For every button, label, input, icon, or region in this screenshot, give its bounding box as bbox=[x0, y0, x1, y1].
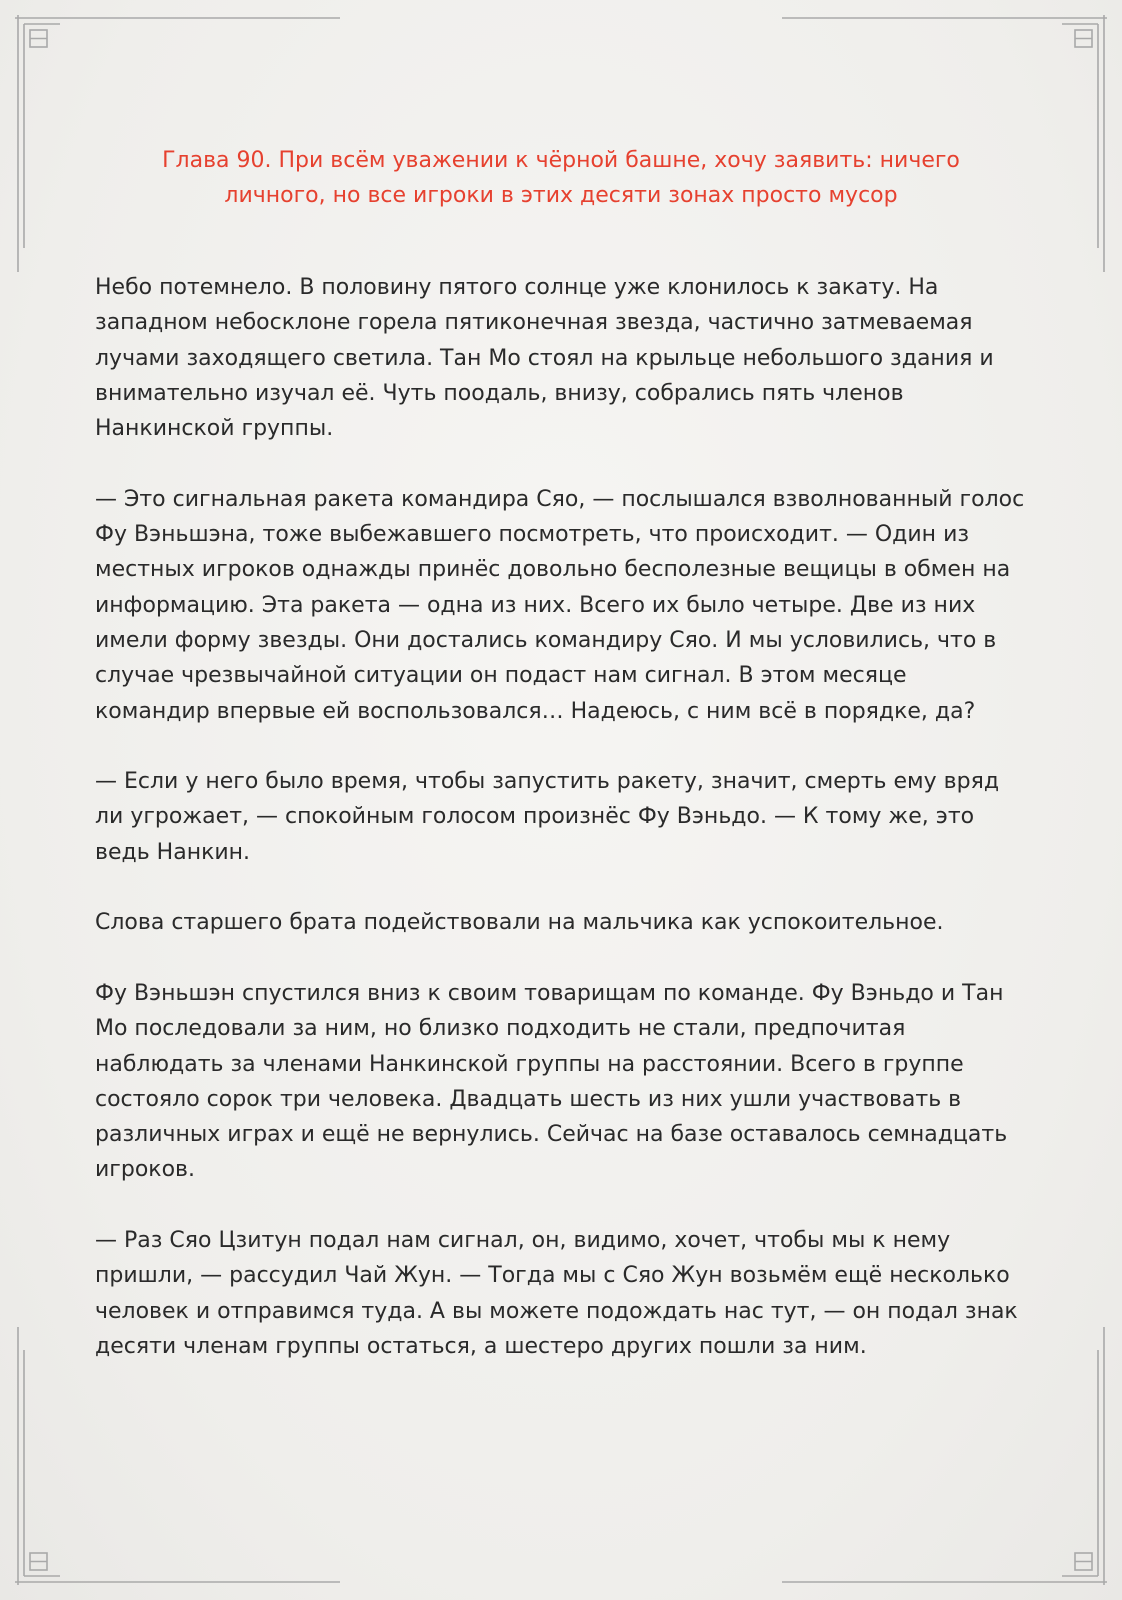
chapter-body bbox=[95, 270, 1025, 1400]
paragraph: Фу Вэньшэн спустился вниз к своим товарищам по команде. Фу Вэньдо и Тан Мо последовали за ним, но близко подходить не стали, предпочитая наблюдать за членами Нанкинской группы на расстоянии. Всего в группе состояло сорок три человека. Двадцать шесть из них ушли участвовать в различных играх и ещё не вернулись. Сейчас на базе оставалось семнадцать игроков. bbox=[95, 980, 1008, 1183]
chapter-title: Глава 90. При всём уважении к чёрной башне, хочу заявить: ничего личного, но все игроки в этих десяти зонах просто мусор bbox=[162, 148, 960, 208]
paragraph: — Раз Сяо Цзитун подал нам сигнал, он, видимо, хочет, чтобы мы к нему пришли, — рассудил Чай Жун. — Тогда мы с Сяо Жун возьмём ещё несколько человек и отправимся туда. А вы можете подождать нас тут, — он подал знак десяти членам группы остаться, а шестеро других пошли за ним. bbox=[95, 1228, 1018, 1359]
paragraph: Небо потемнело. В половину пятого солнце уже клонилось к закату. На западном небосклоне горела пятиконечная звезда, частично затмеваемая лучами заходящего светила. Тан Мо стоял на крыльце небольшого здания и внимательно изучал её. Чуть поодаль, внизу, собрались пять членов Нанкинской группы. bbox=[95, 275, 994, 442]
paragraph: — Если у него было время, чтобы запустить ракету, значит, смерть ему вряд ли угрожает, — спокойным голосом произнёс Фу Вэньдо. — К тому же, это ведь Нанкин. bbox=[95, 769, 1000, 865]
paragraph: Слова старшего брата подействовали на мальчика как успокоительное. bbox=[95, 910, 944, 936]
paragraph: — Это сигнальная ракета командира Сяо, — послышался взволнованный голос Фу Вэньшэна, тоже выбежавшего посмотреть, что происходит. — Один из местных игроков однажды принёс довольно бесполезные вещицы в обмен на информацию. Эта ракета — одна из них. Всего их было четыре. Две из них имели форму звезды. Они достались командиру Сяо. И мы условились, что в случае чрезвычайной ситуации он подаст нам сигнал. В этом месяце командир впервые ей воспользовался… Надеюсь, с ним всё в порядке, да? bbox=[95, 486, 1025, 724]
